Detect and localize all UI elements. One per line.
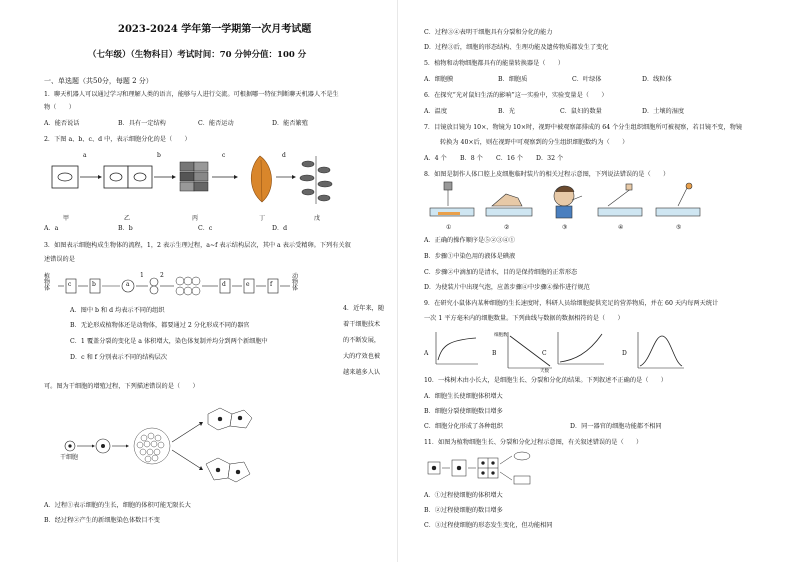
differentiated-cells-bottom — [206, 458, 250, 482]
cell-yi-1 — [104, 166, 128, 188]
q1-option-b[interactable]: B．具有一定结构 — [118, 120, 166, 127]
q7-stem-line2: 转换为 40×后，则在视野中可观察到的分生组织细胞数约为（ ） — [440, 139, 629, 146]
q3-box-e-label: e — [246, 281, 250, 288]
q6-stem: 6．在探究“光对鼠妇生活的影响”这一实验中，实验变量是（ ） — [424, 92, 608, 99]
q3-box-d-label: d — [222, 281, 226, 288]
q10-option-d[interactable]: D．同一器官的细胞功能都不相同 — [570, 423, 662, 430]
q2-label-wu: 戊 — [314, 215, 321, 222]
cell-yi-2 — [128, 166, 152, 188]
q9-label-d: D — [622, 350, 627, 357]
q8-stem: 8．如图是制作人体口腔上皮细胞临时装片的相关过程示意图，下列说法错误的是（ ） — [424, 171, 670, 178]
q11-stem: 11．如图为植物细胞生长、分裂和分化过程示意图，有关叙述错误的是（ ） — [424, 439, 643, 446]
q9-label-a: A — [424, 350, 429, 357]
q2-figure — [48, 152, 348, 212]
q2-step-a: a — [83, 152, 87, 159]
q10-option-c[interactable]: C．细胞分化形成了各种组织 — [424, 423, 503, 430]
q2-label-yi: 乙 — [124, 215, 131, 222]
q9-panel-d — [638, 332, 684, 368]
step1-dropper-icon — [430, 182, 474, 216]
q8-figures — [426, 182, 716, 222]
q4-stem-tail: 可。图为干细胞的增殖过程，下列描述错误的是（ ） — [44, 383, 199, 390]
q3-stem: 3．如图表示细胞构成生物体的流程，1，2 表示生理过程，a~f 表示结构层次，其中 a 表示受精卵。下列有关叙 — [44, 242, 351, 249]
q8-option-c[interactable]: C．步骤②中滴加的是清水，目的是保持细胞的正常形态 — [424, 269, 578, 276]
q11-differentiated-1 — [514, 452, 530, 460]
q11-option-b[interactable]: B．②过程使细胞的数目增多 — [424, 507, 503, 514]
q8-fig-4: ④ — [618, 224, 624, 231]
q11-option-a[interactable]: A．①过程使细胞的体积增大 — [424, 492, 503, 499]
q1-option-d[interactable]: D．能否繁殖 — [272, 120, 308, 127]
q5-option-a[interactable]: A．细胞膜 — [424, 76, 454, 83]
exam-subtitle: （七年级）（生物科目）考试时间：70 分钟分值：100 分 — [88, 50, 307, 60]
q4-stem-b: 着干细胞技术 — [343, 321, 381, 328]
q9-label-b: B — [492, 350, 497, 357]
q3-box-c-label: c — [68, 281, 72, 288]
q4-option-b[interactable]: B．经过程②产生的新细胞染色体数目不变 — [44, 517, 160, 524]
q11-option-c[interactable]: C．③过程使细胞的形态发生变化，但功能相同 — [424, 522, 553, 529]
q1-stem: 1．聊天机器人可以通过学习和理解人类的语言，能够与人进行交流。可根据哪一特征判断聊天机器人不是生 — [44, 91, 339, 98]
q7-option-a[interactable]: A．4 个 — [424, 155, 447, 162]
q3-box-f-label: f — [270, 281, 273, 288]
q9-stem-line2: 一次 1 平方毫米内的细胞数量。下列曲线与数据的数据相符的是（ ） — [424, 315, 624, 322]
q8-fig-1: ① — [446, 224, 452, 231]
arrow-a-head — [98, 175, 102, 179]
cell-cluster — [176, 277, 200, 295]
q11-figure — [426, 452, 566, 486]
column-divider — [397, 0, 398, 562]
q2-label-ding: 丁 — [259, 215, 266, 222]
step5-tweezers-icon — [656, 183, 700, 216]
q9-panel-a — [436, 332, 478, 364]
q2-stem: 2．下图 a、b、c、d 中，表示细胞分化的是（ ） — [44, 136, 191, 143]
q8-fig-5: ⑤ — [676, 224, 682, 231]
q3-box-b-label: b — [92, 281, 96, 288]
q3-option-c[interactable]: C．1 覆盖分裂的变化是 a 体积增大，染色体复制并均分到两个新细胞中 — [70, 338, 268, 345]
q9-curves — [424, 328, 714, 376]
q7-stem: 7．目镜放目镜为 10×、物镜为 10×时，视野中被观察部排成的 64 个分生组织细胞所可被视察，若目镜不变，物镜 — [424, 124, 743, 131]
q2-label-jia: 甲 — [63, 215, 70, 222]
q3-stem-line2: 述错误的是 — [44, 256, 75, 263]
q4-stem-c: 的不断发展， — [343, 337, 381, 344]
q2-option-d[interactable]: D．d — [272, 225, 288, 232]
q2-step-b: b — [157, 152, 161, 159]
q7-option-d[interactable]: D．32 个 — [536, 155, 564, 162]
q6-option-d[interactable]: D．土壤的湿度 — [642, 108, 685, 115]
cell-mass — [134, 428, 170, 464]
step2-hand-icon — [486, 194, 532, 216]
q2-option-b[interactable]: B．b — [118, 225, 133, 232]
q7-option-c[interactable]: C．16 个 — [496, 155, 523, 162]
q10-option-a[interactable]: A．细胞生长使细胞体积增大 — [424, 393, 503, 400]
arrow-d-head — [292, 175, 296, 179]
q6-option-a[interactable]: A．温度 — [424, 108, 448, 115]
q5-stem: 5．植物和动物细胞都具有的能量转换器是（ ） — [424, 60, 565, 67]
q9-label-c: C — [542, 350, 547, 357]
q1-option-c[interactable]: C．能否运动 — [198, 120, 234, 127]
q8-fig-3: ③ — [562, 224, 568, 231]
q1-option-a[interactable]: A．能否说话 — [44, 120, 80, 127]
q3-zygote-label: a — [126, 281, 130, 288]
q9-axis-y: 细胞数 — [494, 333, 508, 338]
q3-flow-right: 动物体 — [292, 273, 299, 292]
q8-fig-2: ② — [504, 224, 510, 231]
q4-stem-d: 大的疗效也被 — [343, 353, 381, 360]
q3-option-a[interactable]: A．图中 b 和 d 均表示不同的组织 — [70, 307, 165, 314]
q2-label-bing: 丙 — [192, 215, 199, 222]
arrow-c-head — [234, 175, 238, 179]
q5-option-c[interactable]: C．叶绿体 — [572, 76, 602, 83]
q3-option-b[interactable]: B．无论形成植物体还是动物体，都要通过 2 分化形成不同的器官 — [70, 322, 250, 329]
q3-flow-figure — [44, 270, 324, 302]
q4-stem-e: 越来越多人认 — [343, 369, 381, 376]
arrow-b-head — [172, 175, 176, 179]
q3-process-2: 2 — [160, 272, 164, 279]
q3-process-1: 1 — [140, 272, 144, 279]
step4-slide-icon — [598, 184, 642, 216]
q1-stem-line2: 物（ ） — [44, 104, 75, 111]
section-heading: 一、单选题（共50分，每题 2 分） — [44, 77, 153, 85]
plant-icon — [300, 156, 332, 204]
q4-option-d[interactable]: D．过程③后，细胞的形态结构、生理功能及遗传物质都发生了变化 — [424, 44, 609, 51]
exam-title: 2023-2024 学年第一学期第一次月考试题 — [118, 24, 312, 35]
q2-step-d: d — [282, 152, 286, 159]
q2-option-a[interactable]: A．a — [44, 225, 59, 232]
q11-differentiated-2 — [514, 476, 530, 484]
q3-option-d[interactable]: D．c 和 f 分别表示不同的结构层次 — [70, 354, 168, 361]
q9-panel-c — [558, 332, 604, 364]
q6-option-c[interactable]: C．鼠妇的数量 — [560, 108, 602, 115]
tissue-bing — [180, 162, 208, 191]
q10-option-b[interactable]: B．细胞分裂使细胞数目增多 — [424, 408, 503, 415]
q8-option-a[interactable]: A．正确的操作顺序是⑤②③④① — [424, 237, 516, 244]
q6-option-b[interactable]: B．光 — [498, 108, 515, 115]
q8-option-b[interactable]: B．步骤①中染色用的液体是碘液 — [424, 253, 516, 260]
q7-option-b[interactable]: B．8 个 — [460, 155, 483, 162]
q4-stemcell-figure — [60, 404, 280, 484]
q2-option-c[interactable]: C．c — [198, 225, 213, 232]
q2-step-c: c — [222, 152, 226, 159]
q3-flow-left: 植物体 — [44, 273, 51, 292]
q5-option-b[interactable]: B．细胞质 — [498, 76, 528, 83]
step3-person-icon — [554, 186, 582, 218]
q9-axis-x: 天数 — [540, 369, 549, 374]
q4-stem-a: 4．近年来，随 — [343, 305, 385, 312]
cell-jia — [52, 166, 78, 188]
q9-stem: 9．在研究小鼠体内某种细胞的生长速度时，科研人员给细胞提供充足的营养物质，并在 60 天内每两天统计 — [424, 300, 719, 307]
q4-stemcell-label: 干细胞 — [60, 454, 79, 461]
q4-option-c[interactable]: C．过程③④表明干细胞具有分裂和分化的能力 — [424, 29, 553, 36]
q10-stem: 10．一株树木由小长大，是细胞生长、分裂和分化的结果。下列叙述不正确的是（ ） — [424, 377, 667, 384]
q5-option-d[interactable]: D．线粒体 — [642, 76, 672, 83]
q4-option-a[interactable]: A．过程①表示细胞的生长，细胞的体积可能无限长大 — [44, 502, 191, 509]
q8-option-d[interactable]: D．为使装片中出现气泡，应盖步骤④中步骤④操作进行规范 — [424, 284, 590, 291]
differentiated-cells-top — [208, 408, 252, 430]
